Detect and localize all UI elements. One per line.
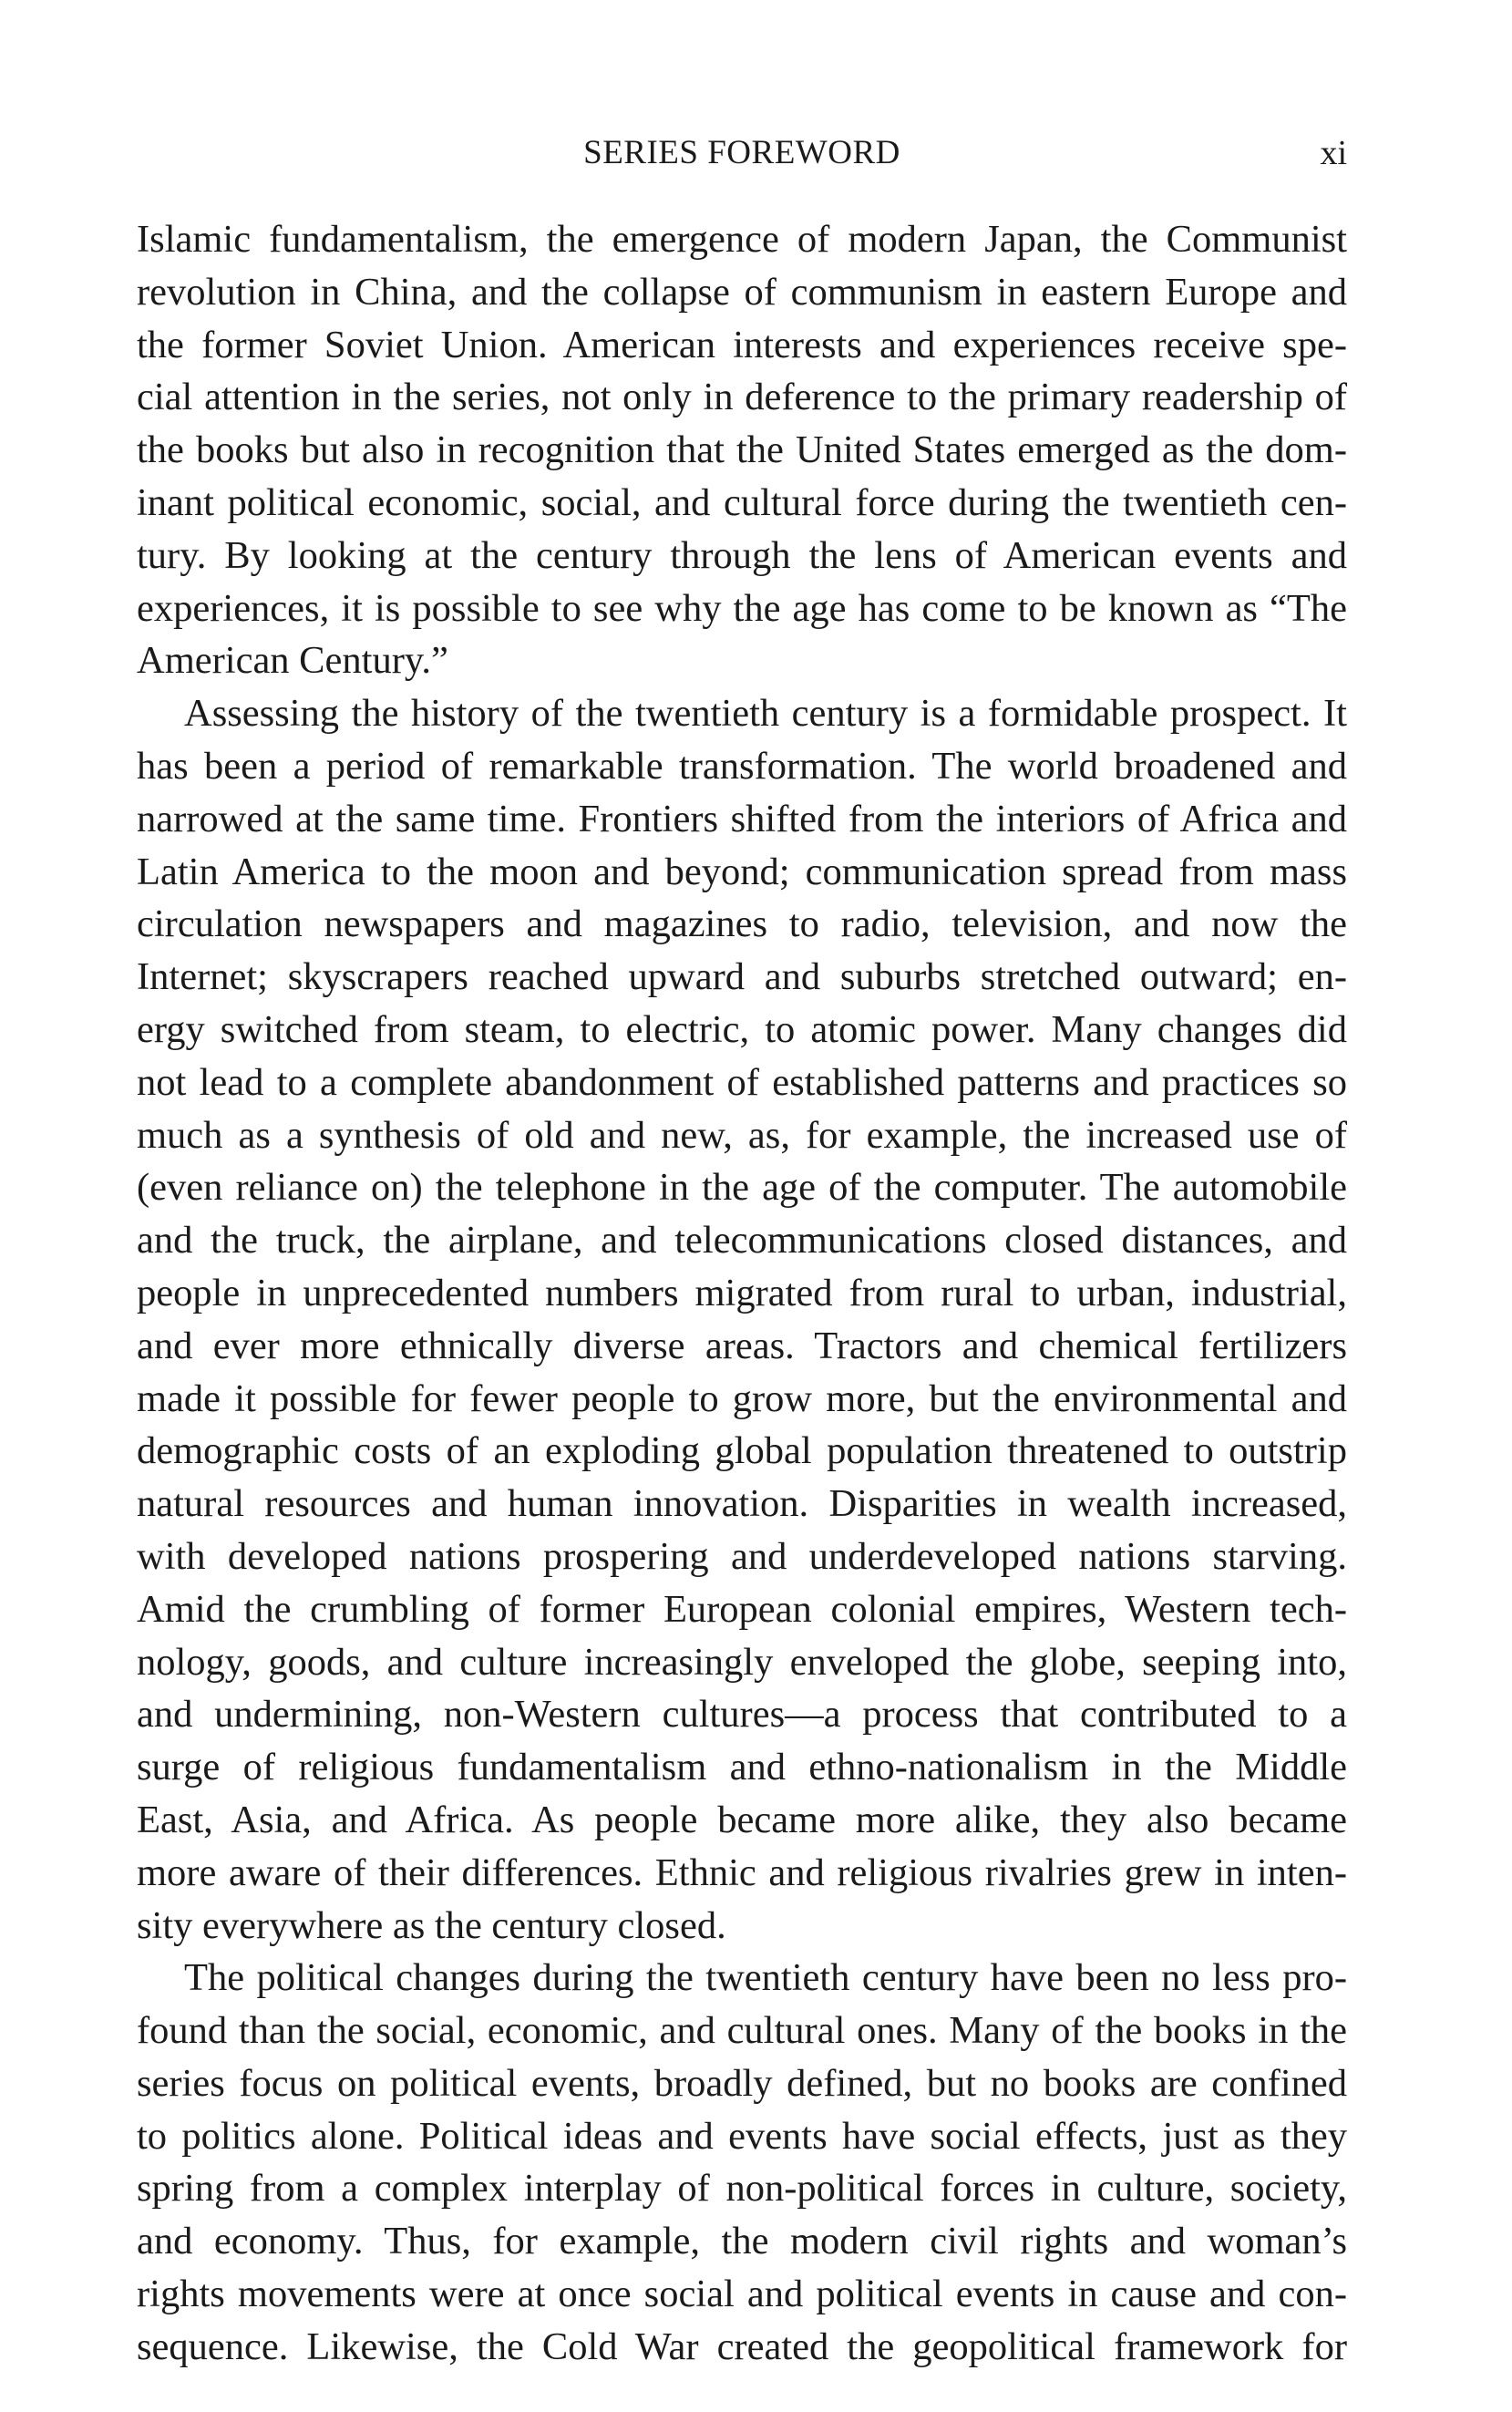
text-line: made it possible for fewer people to grow more, but the environmental and bbox=[137, 1376, 1347, 1420]
text-line: ergy switched from steam, to electric, to atomic power. Many changes did bbox=[137, 1007, 1347, 1051]
paragraph-politics bbox=[137, 1952, 1347, 2373]
text-line: sequence. Likewise, the Cold War created the geopolitical framework for bbox=[137, 2324, 1347, 2368]
text-line: inant political economic, social, and cultural force during the twentieth cen- bbox=[137, 480, 1347, 524]
paragraph-continued bbox=[137, 213, 1347, 687]
text-line: not lead to a complete abandonment of established patterns and practices so bbox=[137, 1060, 1347, 1104]
text-line: and the truck, the airplane, and telecommunications closed distances, and bbox=[137, 1219, 1347, 1263]
text-line: natural resources and human innovation. Disparities in wealth increased, bbox=[137, 1482, 1347, 1526]
text-line: and undermining, non-Western cultures—a process that contributed to a bbox=[137, 1693, 1347, 1737]
text-line: (even reliance on) the telephone in the age of the computer. The automobile bbox=[137, 1166, 1347, 1210]
text-line: demographic costs of an exploding global population threatened to outstrip bbox=[137, 1429, 1347, 1473]
text-line: Amid the crumbling of former European colonial empires, Western tech- bbox=[137, 1587, 1347, 1631]
text-line: more aware of their differences. Ethnic and religious rivalries grew in inten- bbox=[137, 1850, 1347, 1894]
text-line: cial attention in the series, not only in deference to the primary readership of bbox=[137, 376, 1347, 419]
text-line: sity everywhere as the century closed. bbox=[137, 1903, 726, 1947]
text-line: experiences, it is possible to see why the age has come to be known as “The bbox=[137, 586, 1347, 630]
text-line: and ever more ethnically diverse areas. Tractors and chemical fertilizers bbox=[137, 1324, 1347, 1367]
text-line: circulation newspapers and magazines to radio, television, and now the bbox=[137, 902, 1347, 946]
text-line: series focus on political events, broadly defined, but no books are confined bbox=[137, 2061, 1347, 2105]
text-line: people in unprecedented numbers migrated from rural to urban, industrial, bbox=[137, 1271, 1347, 1314]
text-line: with developed nations prospering and underdeveloped nations starving. bbox=[137, 1534, 1347, 1578]
text-line: Internet; skyscrapers reached upward and suburbs stretched outward; en- bbox=[137, 955, 1347, 999]
text-line: rights movements were at once social and political events in cause and con- bbox=[137, 2273, 1347, 2316]
text-line: spring from a complex interplay of non-political forces in culture, society, bbox=[137, 2167, 1347, 2211]
text-line: tury. By looking at the century through the lens of American events and bbox=[137, 533, 1347, 577]
text-line: The political changes during the twentieth century have been no less pro- bbox=[184, 1956, 1347, 2000]
text-line: found than the social, economic, and cultural ones. Many of the books in the bbox=[137, 2009, 1347, 2053]
text-line: Assessing the history of the twentieth century is a formidable prospect. It bbox=[184, 692, 1347, 736]
text-line: Islamic fundamentalism, the emergence of modern Japan, the Communist bbox=[137, 218, 1347, 261]
page-number: xi bbox=[1320, 134, 1347, 172]
text-line: American Century.” bbox=[137, 639, 448, 683]
text-line: the former Soviet Union. American interests and experiences receive spe- bbox=[137, 323, 1347, 366]
text-line: Latin America to the moon and beyond; communication spread from mass bbox=[137, 850, 1347, 893]
text-line: East, Asia, and Africa. As people became more alike, they also became bbox=[137, 1798, 1347, 1841]
text-line: has been a period of remarkable transformation. The world broadened and bbox=[137, 744, 1347, 788]
running-head bbox=[137, 126, 1347, 180]
body-text bbox=[137, 213, 1347, 2374]
text-line: the books but also in recognition that the United States emerged as the dom- bbox=[137, 428, 1347, 472]
text-line: revolution in China, and the collapse of communism in eastern Europe and bbox=[137, 270, 1347, 314]
text-line: nology, goods, and culture increasingly enveloped the globe, seeping into, bbox=[137, 1640, 1347, 1684]
paragraph-history bbox=[137, 687, 1347, 1952]
text-line: narrowed at the same time. Frontiers shifted from the interiors of Africa and bbox=[137, 797, 1347, 840]
text-line: to politics alone. Political ideas and events have social effects, just as they bbox=[137, 2114, 1347, 2158]
running-title: SERIES FOREWORD bbox=[583, 134, 900, 171]
text-line: surge of religious fundamentalism and ethno-nationalism in the Middle bbox=[137, 1746, 1347, 1789]
text-line: and economy. Thus, for example, the modern civil rights and woman’s bbox=[137, 2220, 1347, 2263]
text-line: much as a synthesis of old and new, as, for example, the increased use of bbox=[137, 1113, 1347, 1157]
